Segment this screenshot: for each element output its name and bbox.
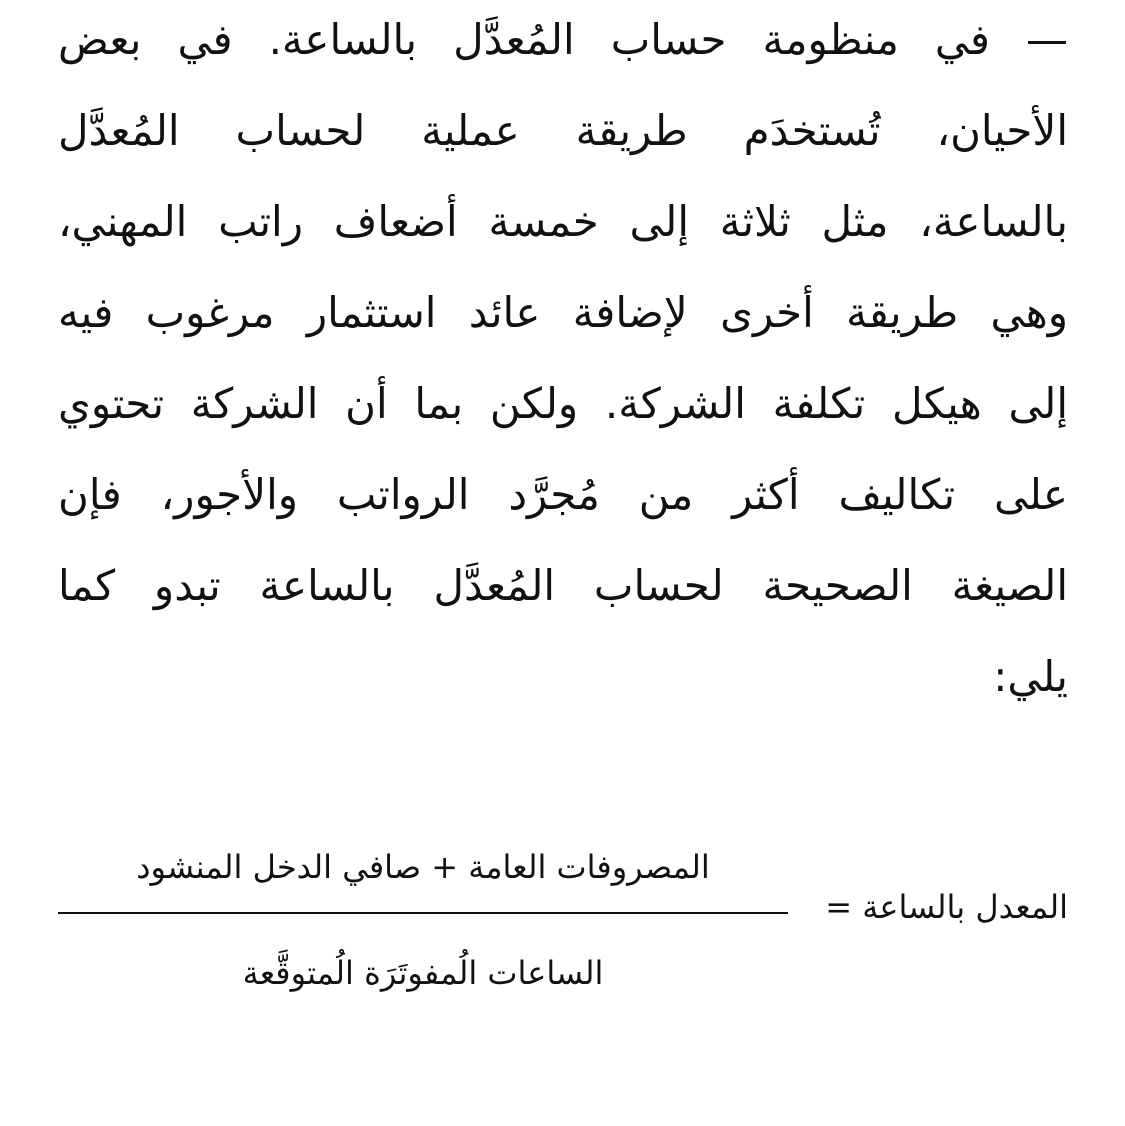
paragraph-line-6: على تكاليف أكثر من مُجرَّد الرواتب والأجور، فإن <box>58 470 1068 519</box>
paragraph-line-8: يلي: <box>993 652 1068 701</box>
paragraph-line-4: وهي طريقة أخرى لإضافة عائد استثمار مرغوب فيه <box>58 288 1068 337</box>
paragraph-line-3: بالساعة، مثل ثلاثة إلى خمسة أضعاف راتب المهني، <box>58 197 1068 246</box>
hourly-rate-formula <box>58 830 1068 1020</box>
formula-lhs: المعدل بالساعة = <box>825 888 1068 926</box>
paragraph-line-1: — في منظومة حساب المُعدَّل بالساعة. في بعض <box>58 15 1068 64</box>
paragraph-line-2: الأحيان، تُستخدَم طريقة عملية لحساب المُعدَّل <box>58 106 1068 155</box>
paragraph-line-7: الصيغة الصحيحة لحساب المُعدَّل بالساعة تبدو كما <box>58 561 1068 610</box>
formula-denominator: الساعات الُمفوتَرَة الُمتوقَّعة <box>242 954 604 992</box>
fraction-bar <box>58 912 788 914</box>
formula-numerator: المصروفات العامة + صافي الدخل المنشود <box>136 848 710 886</box>
body-paragraph <box>58 10 1068 738</box>
paragraph-line-5: إلى هيكل تكلفة الشركة. ولكن بما أن الشركة تحتوي <box>58 379 1068 428</box>
